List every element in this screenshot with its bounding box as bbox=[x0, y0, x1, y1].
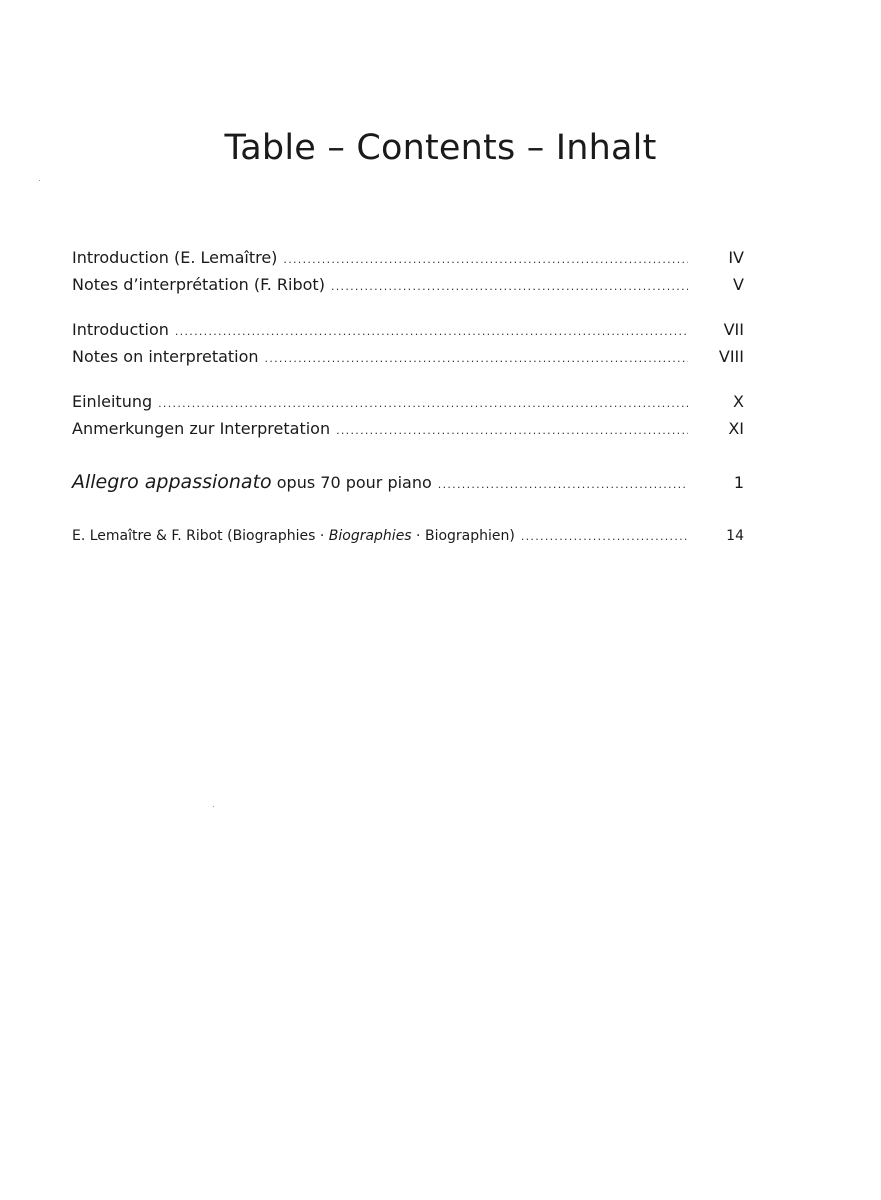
toc-entry-title: Anmerkungen zur Interpretation bbox=[72, 419, 331, 438]
dot-leader bbox=[336, 424, 688, 437]
toc-entry-title: Einleitung bbox=[72, 392, 153, 411]
toc-entry-page: 14 bbox=[726, 528, 744, 544]
bio-prefix: E. Lemaître & F. Ribot (Biographies · bbox=[72, 528, 329, 544]
dot-leader bbox=[175, 325, 688, 338]
work-title-italic: Allegro appassionato bbox=[72, 471, 272, 493]
toc-entry-page: XI bbox=[728, 419, 744, 438]
dot-leader bbox=[438, 478, 688, 491]
toc-entry-introduction-english bbox=[72, 320, 744, 339]
toc-entry-page: 1 bbox=[733, 473, 744, 492]
scan-speck bbox=[213, 806, 214, 807]
toc-entry-page: X bbox=[733, 392, 744, 411]
toc-entry-page: VII bbox=[723, 320, 744, 339]
page-title: Table – Contents – Inhalt bbox=[224, 128, 657, 168]
toc-entry-title: Introduction (E. Lemaître) bbox=[72, 248, 278, 267]
toc-entry-notes-interpretation-french bbox=[72, 275, 744, 294]
toc-entry-notes-interpretation-english bbox=[72, 347, 744, 366]
toc-entry-page: IV bbox=[728, 248, 744, 267]
toc-entry-page: V bbox=[733, 275, 744, 294]
toc-entry-introduction-french bbox=[72, 248, 744, 267]
bio-suffix: · Biographien) bbox=[411, 528, 515, 544]
toc-entry-einleitung bbox=[72, 392, 744, 411]
dot-leader bbox=[265, 352, 688, 365]
toc-entry-biographies bbox=[72, 528, 744, 544]
toc-entry-anmerkungen bbox=[72, 419, 744, 438]
toc-entry-title: Notes d’interprétation (F. Ribot) bbox=[72, 275, 325, 294]
dot-leader bbox=[283, 253, 688, 266]
toc-entry-title bbox=[72, 471, 438, 493]
dot-leader bbox=[331, 280, 688, 293]
dot-leader bbox=[521, 530, 688, 543]
scan-speck bbox=[39, 180, 40, 181]
toc-entry-page: VIII bbox=[718, 347, 744, 366]
toc-entry-title: Introduction bbox=[72, 320, 169, 339]
bio-italic: Biographies bbox=[328, 528, 412, 544]
toc-entry-title bbox=[72, 528, 521, 544]
toc-entry-title: Notes on interpretation bbox=[72, 347, 259, 366]
dot-leader bbox=[158, 397, 688, 410]
work-title-rest: opus 70 pour piano bbox=[276, 473, 432, 492]
toc-entry-allegro-appassionato bbox=[72, 471, 744, 493]
